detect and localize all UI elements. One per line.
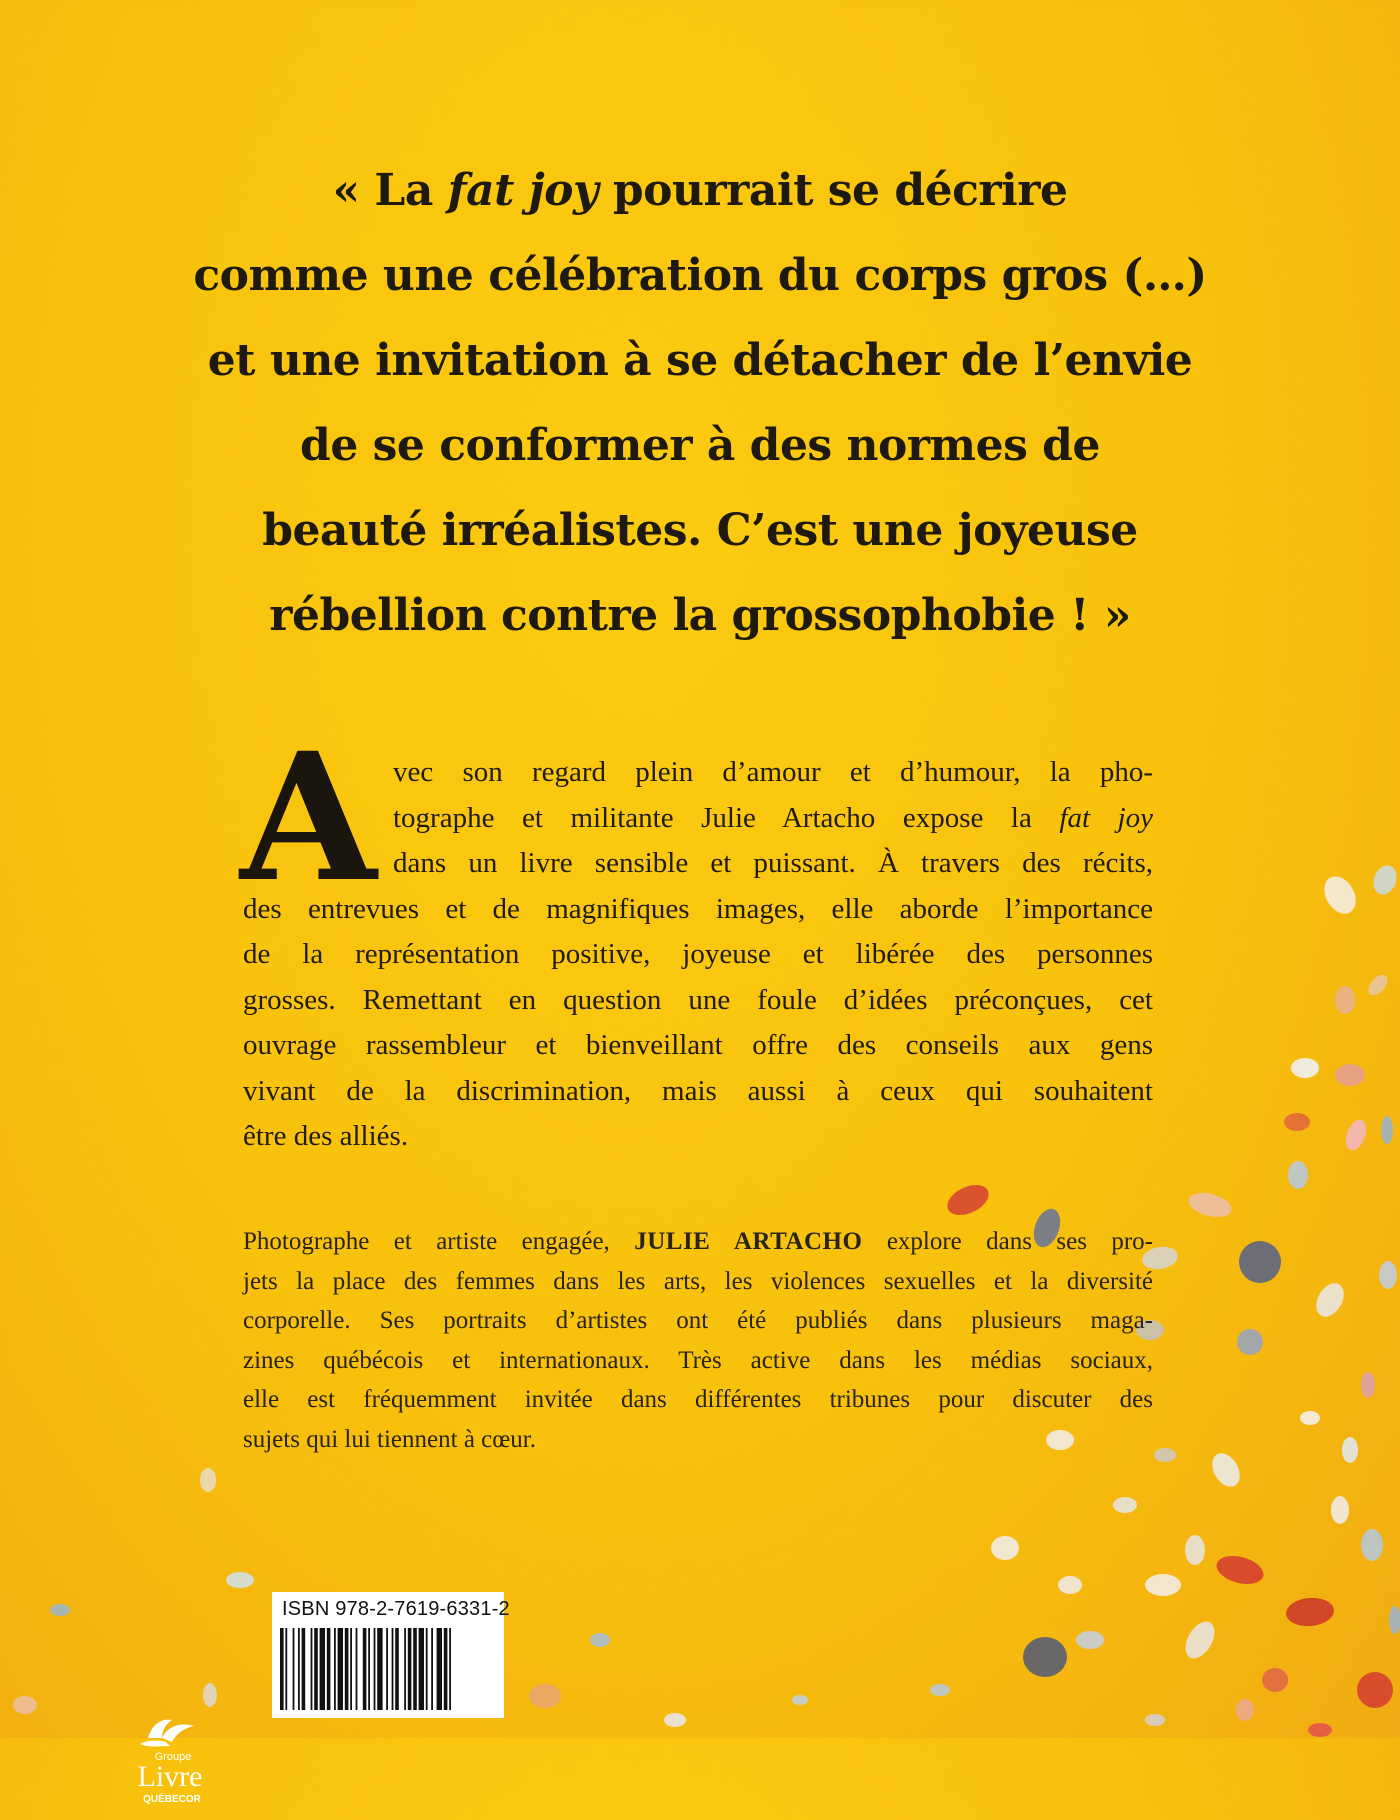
quote-line-4: de se conformer à des normes de [300, 420, 1100, 471]
pull-quote [180, 148, 1220, 658]
barcode-bar [419, 1628, 424, 1710]
barcode-bar [285, 1628, 287, 1710]
description-line: tographe et militante Julie Artacho expose la fat joy [393, 801, 1153, 834]
bio-line: elle est fréquemment invitée dans différentes tribunes pour discuter des [243, 1386, 1153, 1413]
quote-line-2: comme une célébration du corps gros (…) [193, 250, 1207, 301]
author-name: JULIE ARTACHO [634, 1228, 863, 1255]
isbn-label: ISBN 978-2-7619-6331-2 [282, 1598, 510, 1620]
barcode-bar [431, 1628, 433, 1710]
barcode-bar [386, 1628, 388, 1710]
barcode-bar [368, 1628, 370, 1710]
barcode-bar [338, 1628, 343, 1710]
description-paragraph [243, 750, 1153, 1160]
description-line: de la représentation positive, joyeuse et libérée des personnes [243, 938, 1153, 970]
barcode-bar [395, 1628, 399, 1710]
bio-line: Photographe et artiste engagée, JULIE ARTACHO explore dans ses pro- [243, 1228, 1153, 1255]
barcode-bar [356, 1628, 358, 1710]
publisher-line-1: Groupe [154, 1751, 192, 1763]
description-line: dans un livre sensible et puissant. À travers des récits, [393, 847, 1153, 879]
description-line: être des alliés. [243, 1120, 409, 1152]
quote-line-3: et une invitation à se détacher de l’envie [207, 335, 1193, 386]
barcode-bar [293, 1628, 295, 1710]
barcode-bar [334, 1628, 336, 1710]
barcode-bar [363, 1628, 367, 1710]
publisher-logo [118, 1680, 228, 1820]
quote-emphasis: fat joy [447, 165, 599, 216]
barcode-bar [444, 1628, 448, 1710]
barcode-bar [404, 1628, 406, 1710]
description-line: ouvrage rassembleur et bienveillant offre des conseils aux gens [243, 1029, 1153, 1061]
bio-line: jets la place des femmes dans les arts, les violences sexuelles et la diversité [243, 1267, 1153, 1295]
description-line: vivant de la discrimination, mais aussi à ceux qui souhaitent [243, 1074, 1153, 1107]
drop-cap: A [240, 714, 377, 921]
barcode-bar [377, 1628, 382, 1710]
barcode-bar [350, 1628, 352, 1710]
barcode-bar [413, 1628, 417, 1710]
barcode-bar [302, 1628, 306, 1710]
bird-icon [140, 1720, 194, 1747]
barcode-bar [408, 1628, 412, 1710]
author-bio [243, 1222, 1153, 1459]
quote-line-6: rébellion contre la grossophobie ! » [269, 590, 1131, 641]
quote-line-5: beauté irréalistes. C’est une joyeuse [262, 505, 1138, 556]
description-line: des entrevues et de magnifiques images, elle aborde l’importance [243, 892, 1153, 925]
barcode-bar [345, 1628, 349, 1710]
bio-line: zines québécois et internationaux. Très active dans les médias sociaux, [243, 1346, 1153, 1374]
barcode-bar [320, 1628, 325, 1710]
publisher-line-2: Livre [137, 1760, 203, 1793]
bio-line: corporelle. Ses portraits d’artistes ont été publiés dans plusieurs maga- [243, 1307, 1153, 1334]
barcode-bar [437, 1628, 442, 1710]
quote-line-1: « La fat joy pourrait se décrire [332, 165, 1068, 216]
barcode-bar [449, 1628, 451, 1710]
description-line: grosses. Remettant en question une foule d’idées préconçues, cet [243, 983, 1153, 1016]
barcode-bar [298, 1628, 300, 1710]
barcode-bar [392, 1628, 394, 1710]
bio-line: sujets qui lui tiennent à cœur. [243, 1425, 537, 1453]
barcode-bar [280, 1628, 284, 1710]
barcode-bar [374, 1628, 376, 1710]
isbn-barcode-box [272, 1592, 510, 1718]
barcode-bar [311, 1628, 313, 1710]
barcode-bar [327, 1628, 331, 1710]
barcode [280, 1628, 496, 1710]
description-line: vec son regard plein d’amour et d’humour, la pho- [393, 756, 1153, 788]
publisher-line-3: QUÉBECOR [143, 1794, 201, 1805]
barcode-bar [426, 1628, 428, 1710]
barcode-bar [314, 1628, 318, 1710]
